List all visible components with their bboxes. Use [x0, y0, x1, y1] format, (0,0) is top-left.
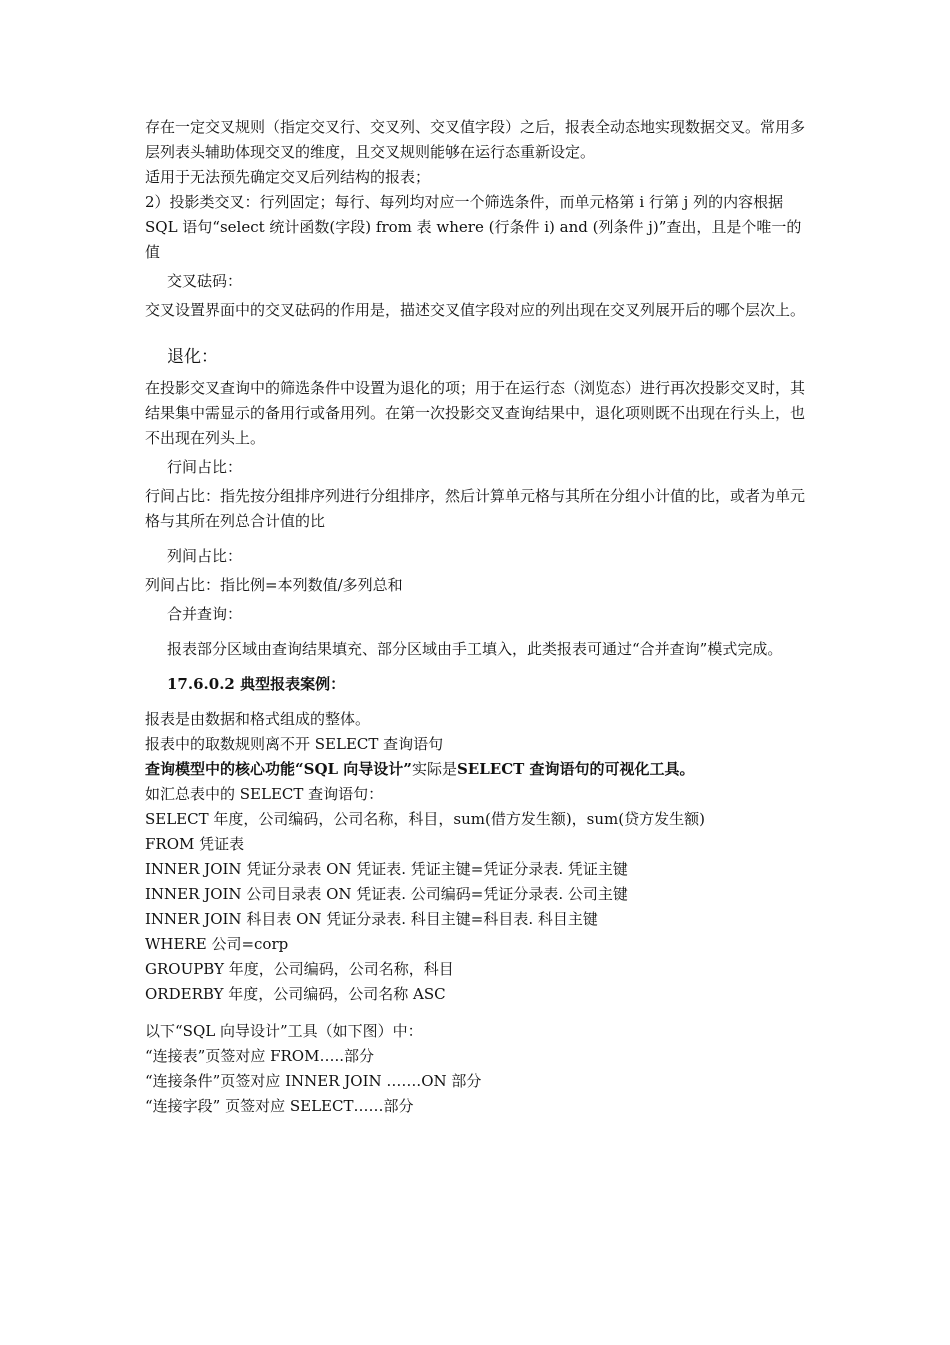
tail-line: “连接表”页签对应 FROM…..部分	[145, 1047, 374, 1065]
sql-line: INNER JOIN 公司目录表 ON 凭证表. 公司编码=凭证分录表. 公司主键	[145, 885, 628, 903]
paragraph-dynamic-cross: 存在一定交叉规则（指定交叉行、交叉列、交叉值字段）之后，报表全动态地实现数据交叉。常用多层列表头辅助体现交叉的维度，且交叉规则能够在运行态重新设定。	[145, 118, 806, 161]
document-page	[145, 115, 810, 1119]
sql-line: INNER JOIN 科目表 ON 凭证分录表. 科目主键=科目表. 科目主键	[145, 910, 598, 928]
sql-line: INNER JOIN 凭证分录表 ON 凭证表. 凭证主键=凭证分录表. 凭证主键	[145, 860, 628, 878]
tail-line: 以下“SQL 向导设计”工具（如下图）中：	[145, 1022, 423, 1040]
paragraph-projection-cross: 2）投影类交叉：行列固定；每行、每列均对应一个筛选条件，而单元格第 i 行第 j 列的内容根据 SQL 语句“select 统计函数(字段) from 表 where (行条件 i) and (列条件 j)”查出，且是个唯一的值	[145, 193, 802, 261]
paragraph-case-4: 如汇总表中的 SELECT 查询语句：	[145, 785, 384, 803]
paragraph-applicable: 适用于无法预先确定交叉后列结构的报表；	[145, 168, 431, 186]
case-3-normal: 实际是	[411, 760, 457, 778]
paragraph-degrade: 在投影交叉查询中的筛选条件中设置为退化的项；用于在运行态（浏览态）进行再次投影交叉时，其结果集中需显示的备用行或备用列。在第一次投影交叉查询结果中，退化项则既不出现在行头上，也不出现在列头上。	[145, 379, 806, 447]
paragraph-row-ratio: 行间占比：指先按分组排序列进行分组排序，然后计算单元格与其所在分组小计值的比，或者为单元格与其所在列总合计值的比	[145, 487, 806, 530]
case-3-bold-c: SELECT 查询语句的可视化工具。	[456, 760, 695, 778]
paragraph-cross-code: 交叉设置界面中的交叉砝码的作用是，描述交叉值字段对应的列出现在交叉列展开后的哪个层次上。	[145, 301, 806, 319]
paragraph-case-1: 报表是由数据和格式组成的整体。	[145, 710, 371, 728]
heading-col-ratio: 列间占比：	[167, 547, 243, 565]
tail-line: “连接字段” 页签对应 SELECT……部分	[145, 1097, 414, 1115]
heading-cross-code: 交叉砝码：	[167, 272, 243, 290]
heading-row-ratio: 行间占比：	[167, 458, 243, 476]
heading-degrade: 退化：	[167, 347, 218, 367]
paragraph-merge-query: 报表部分区域由查询结果填充、部分区域由手工填入，此类报表可通过“合并查询”模式完成。	[167, 640, 783, 658]
paragraph-col-ratio: 列间占比：指比例=本列数值/多列总和	[145, 576, 403, 594]
case-3-bold-a: 查询模型中的核心功能“SQL 向导设计”	[145, 760, 412, 778]
sql-line: GROUPBY 年度，公司编码，公司名称，科目	[145, 960, 454, 978]
sql-line: WHERE 公司=corp	[145, 935, 289, 953]
heading-typical-case: 17.6.0.2 典型报表案例：	[167, 675, 346, 693]
sql-line: ORDERBY 年度，公司编码，公司名称 ASC	[145, 985, 446, 1003]
sql-line: SELECT 年度，公司编码，公司名称，科目，sum(借方发生额)，sum(贷方发生额)	[145, 810, 705, 828]
sql-line: FROM 凭证表	[145, 835, 245, 853]
tail-line: “连接条件”页签对应 INNER JOIN …….ON 部分	[145, 1072, 482, 1090]
paragraph-case-2: 报表中的取数规则离不开 SELECT 查询语句	[145, 735, 444, 753]
paragraph-case-3	[145, 757, 810, 782]
heading-merge-query: 合并查询：	[167, 605, 243, 623]
